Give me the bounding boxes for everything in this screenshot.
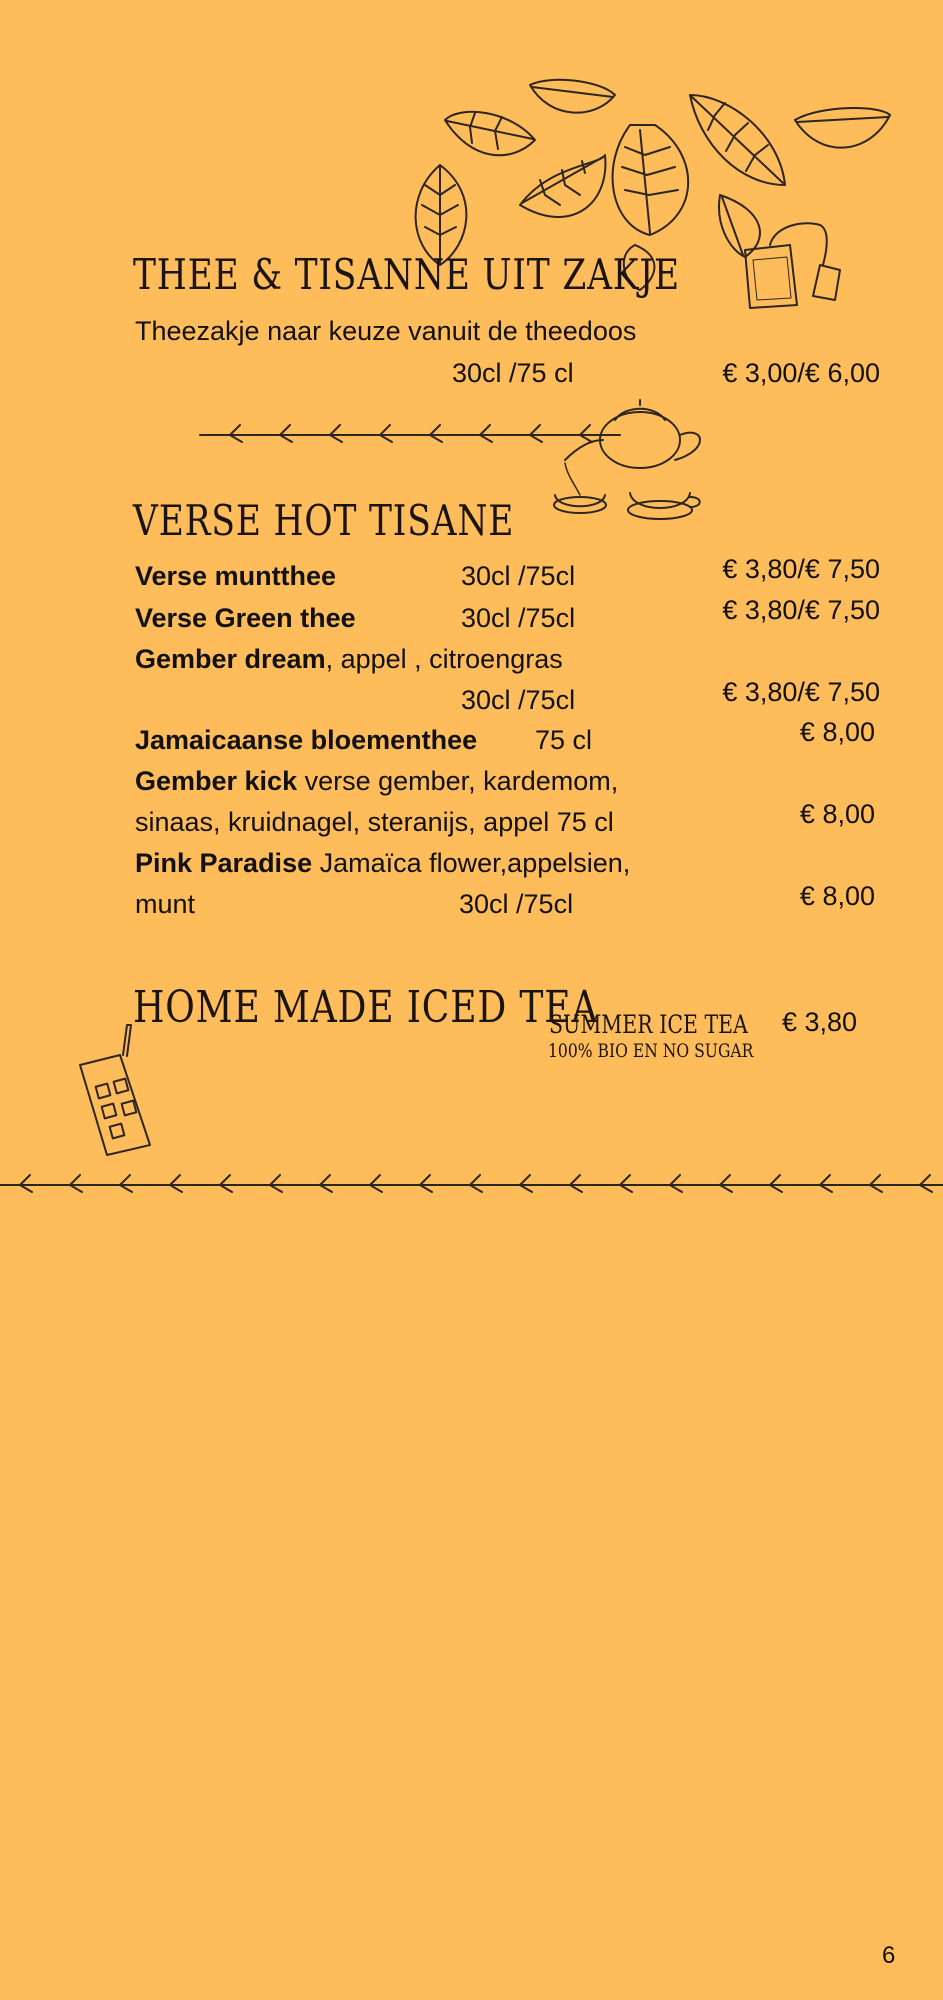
vine-divider-bottom bbox=[0, 1170, 943, 1210]
zakje-description: Theezakje naar keuze vanuit de theedoos bbox=[135, 316, 637, 346]
item-price: € 8,00 bbox=[799, 799, 875, 829]
zakje-price: € 3,00/€ 6,00 bbox=[722, 358, 880, 388]
section-title-iced: HOME MADE ICED TEA bbox=[133, 982, 599, 1033]
iced-item-name: SUMMER ICE TEA bbox=[549, 1010, 748, 1039]
section-title-verse: VERSE HOT TISANE bbox=[133, 496, 515, 545]
item-price: € 8,00 bbox=[799, 881, 875, 911]
item-price: € 8,00 bbox=[799, 717, 875, 747]
item-desc-line2: sinaas, kruidnagel, steranijs, appel 75 cl bbox=[135, 807, 614, 837]
item-name-jamaicaanse-bloementhee: Jamaicaanse bloementhee bbox=[135, 725, 478, 755]
zakje-size: 30cl /75 cl bbox=[452, 358, 574, 388]
teapot-illustration bbox=[545, 395, 725, 530]
item-price: € 3,80/€ 7,50 bbox=[722, 554, 880, 584]
item-line-gember-kick bbox=[135, 765, 618, 797]
page-number: 6 bbox=[882, 1942, 896, 1969]
iced-price: € 3,80 bbox=[782, 1007, 858, 1037]
item-name-gember-dream: Gember dream bbox=[135, 644, 326, 674]
iced-tea-glass-illustration bbox=[75, 1020, 165, 1160]
item-desc: Jamaïca flower,appelsien, bbox=[312, 848, 631, 878]
item-desc: , appel , citroengras bbox=[325, 644, 563, 674]
item-name-verse-green-thee: Verse Green thee bbox=[135, 603, 356, 633]
section-title-zakje: THEE & TISANNE UIT ZAKJE bbox=[133, 250, 680, 299]
item-size: 75 cl bbox=[535, 725, 593, 755]
teabag-illustration bbox=[735, 220, 875, 320]
item-name-gember-kick: Gember kick bbox=[135, 766, 298, 796]
item-line-pink-paradise bbox=[135, 847, 630, 879]
item-line-gember-dream bbox=[135, 643, 563, 675]
item-size: 30cl /75cl bbox=[459, 889, 574, 919]
item-size: 30cl /75cl bbox=[461, 685, 576, 715]
item-name-verse-muntthee: Verse muntthee bbox=[135, 561, 337, 591]
item-price: € 3,80/€ 7,50 bbox=[722, 595, 880, 625]
item-size: 30cl /75cl bbox=[461, 561, 576, 591]
item-desc-line2: munt bbox=[135, 889, 196, 919]
item-size: 30cl /75cl bbox=[461, 603, 576, 633]
item-desc: verse gember, kardemom, bbox=[297, 766, 619, 796]
iced-item-sub: 100% BIO EN NO SUGAR bbox=[548, 1040, 754, 1062]
item-price: € 3,80/€ 7,50 bbox=[722, 677, 880, 707]
item-name-pink-paradise: Pink Paradise bbox=[135, 848, 313, 878]
